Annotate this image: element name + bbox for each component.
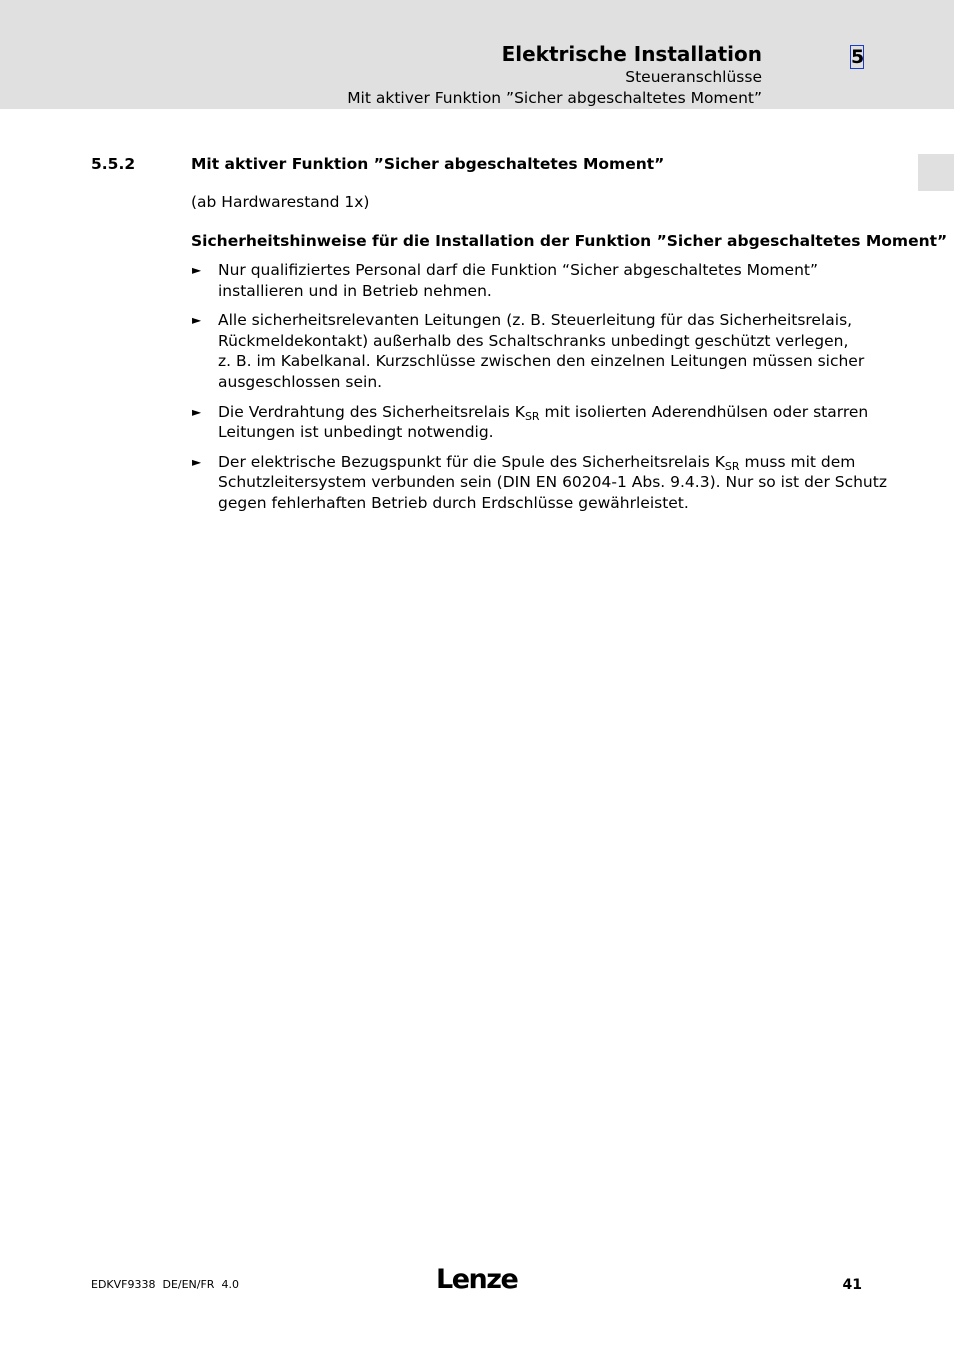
bullet-text-line: gegen fehlerhaften Betrieb durch Erdschlüsse gewährleistet. [218, 493, 689, 512]
running-subtitle-1: Steueranschlüsse [625, 68, 762, 86]
triangle-bullet-icon: ► [192, 313, 202, 328]
list-item [191, 260, 881, 301]
safety-heading: Sicherheitshinweise für die Installation der Funktion ”Sicher abgeschaltetes Moment” [191, 232, 948, 250]
page-number: 41 [842, 1277, 862, 1293]
document-id: EDKVF9338 DE/EN/FR 4.0 [91, 1278, 239, 1291]
lenze-logo: Lenze [436, 1264, 518, 1295]
safety-list [191, 260, 887, 523]
bullet-text-line: Nur qualifiziertes Personal darf die Funktion “Sicher abgeschaltetes Moment” [218, 261, 818, 279]
triangle-bullet-icon: ► [192, 404, 202, 419]
triangle-bullet-icon: ► [192, 263, 202, 277]
running-subtitle-2: Mit aktiver Funktion ”Sicher abgeschaltetes Moment” [347, 89, 762, 107]
section-title: Mit aktiver Funktion ”Sicher abgeschaltetes Moment” [191, 155, 665, 173]
bullet-text-line: Schutzleitersystem verbunden sein (DIN EN 60204-1 Abs. 9.4.3). Nur so ist der Schutz [218, 473, 887, 492]
text-segment: mit isolierten Aderendhülsen oder starren [539, 402, 869, 421]
bullet-text-line: Alle sicherheitsrelevanten Leitungen (z. B. Steuerleitung für das Sicherheitsrelais, [218, 311, 853, 330]
text-segment: Die Verdrahtung des Sicherheitsrelais K [218, 402, 525, 421]
bullet-text-line: z. B. im Kabelkanal. Kurzschlüsse zwischen den einzelnen Leitungen müssen sicher [218, 352, 865, 371]
text-segment: muss mit dem [739, 452, 856, 471]
subscript-sr: SR [724, 459, 740, 473]
bullet-text-line: ausgeschlossen sein. [218, 372, 383, 391]
bullet-text-line: Leitungen ist unbedingt notwendig. [218, 423, 494, 442]
list-item [191, 452, 887, 514]
section-number: 5.5.2 [91, 155, 136, 173]
hardware-note: (ab Hardwarestand 1x) [191, 193, 370, 211]
text-segment: Der elektrische Bezugspunkt für die Spule des Sicherheitsrelais K [218, 452, 725, 471]
bullet-text-line [218, 452, 881, 473]
chapter-side-tab [918, 154, 954, 191]
bullet-text-line: Rückmeldekontakt) außerhalb des Schaltschranks unbedingt geschützt verlegen, [218, 331, 849, 350]
list-item [191, 402, 881, 443]
list-item [191, 310, 881, 392]
bullet-text-line: installieren und in Betrieb nehmen. [218, 281, 492, 300]
triangle-bullet-icon: ► [192, 454, 202, 469]
bullet-text-line [218, 402, 881, 423]
subscript-sr: SR [524, 409, 540, 423]
chapter-number-badge[interactable]: 5 [851, 46, 865, 68]
chapter-title: Elektrische Installation [501, 42, 762, 66]
